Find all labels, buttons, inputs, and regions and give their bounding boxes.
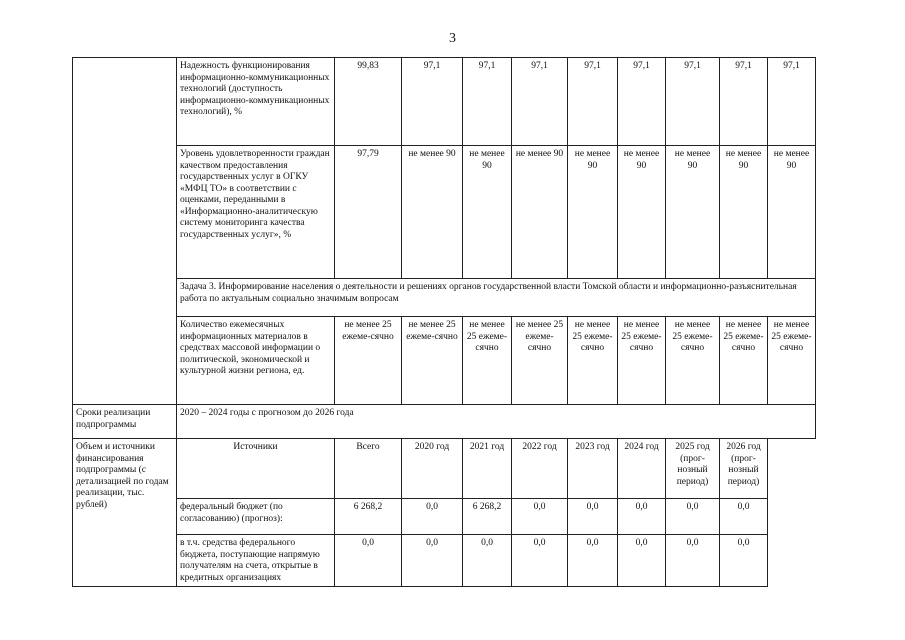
indicator-name: Уровень удовлетворенности граждан качеством предоставления государственных услуг в ОГКУ «МФЦ ТО» в соответствии с оценками, переданными в «Информационно-аналитическую систему мониторинга качества государственных услуг», %	[177, 146, 335, 279]
indicator-value: 97,1	[402, 58, 463, 146]
indicator-value: не менее 25 ежеме-сячно	[402, 317, 463, 405]
indicator-value: не менее 90	[568, 146, 618, 279]
indicator-value: не менее 90	[463, 146, 512, 279]
indicator-value: не менее 25 ежеме-сячно	[463, 317, 512, 405]
table-row	[73, 58, 816, 146]
table-row	[73, 499, 816, 535]
indicator-value: 97,1	[666, 58, 720, 146]
indicator-value: не менее 25 ежеме-сячно	[568, 317, 618, 405]
indicator-value: 97,1	[512, 58, 568, 146]
terms-value: 2020 – 2024 годы с прогнозом до 2026 года	[177, 405, 816, 439]
table-row	[73, 317, 816, 405]
indicator-value: не менее 25 ежеме-сячно	[768, 317, 816, 405]
funding-value: 0,0	[463, 535, 512, 587]
terms-label: Сроки реализации подпрограммы	[73, 405, 177, 439]
funding-value: 0,0	[402, 499, 463, 535]
indicator-name: Количество ежемесячных информационных материалов в средствах массовой информации о политической, экономической и культурной жизни региона, ед.	[177, 317, 335, 405]
funding-value: 0,0	[512, 499, 568, 535]
funding-value: 0,0	[720, 535, 768, 587]
table-row	[73, 405, 816, 439]
left-label-cell-empty	[73, 58, 177, 405]
indicator-value: 97,79	[335, 146, 402, 279]
indicator-value: не менее 90	[720, 146, 768, 279]
funding-value: 6 268,2	[335, 499, 402, 535]
funding-header-sources: Источники	[177, 439, 335, 499]
funding-header-year: 2020 год	[402, 439, 463, 499]
table-row	[73, 146, 816, 279]
funding-value: 0,0	[666, 499, 720, 535]
indicator-value: 97,1	[768, 58, 816, 146]
task-3-description: Задача 3. Информирование населения о деятельности и решениях органов государственной власти Томской области и информационно-разъяснительная работа по актуальным социально значимым вопросам	[177, 279, 816, 317]
indicator-value: 97,1	[568, 58, 618, 146]
indicator-value: не менее 25 ежеме-сячно	[666, 317, 720, 405]
indicator-value: не менее 25 ежеме-сячно	[512, 317, 568, 405]
table-row	[73, 279, 816, 317]
funding-value: 0,0	[335, 535, 402, 587]
indicator-value: не менее 90	[666, 146, 720, 279]
subprogram-passport-table	[72, 57, 816, 587]
page-number: 3	[449, 31, 456, 46]
funding-value: 0,0	[720, 499, 768, 535]
table-row	[73, 535, 816, 587]
indicator-value: 97,1	[463, 58, 512, 146]
funding-source: в т.ч. средства федерального бюджета, поступающие напрямую получателям на счета, открытые в кредитных организациях	[177, 535, 335, 587]
indicator-value: не менее 25 ежеме-сячно	[618, 317, 666, 405]
funding-header-year: 2025 год (прог-нозный период)	[666, 439, 720, 499]
funding-value: 0,0	[512, 535, 568, 587]
table-row	[73, 439, 816, 499]
funding-header-total: Всего	[335, 439, 402, 499]
funding-value: 0,0	[402, 535, 463, 587]
funding-value: 0,0	[666, 535, 720, 587]
indicator-value: 97,1	[618, 58, 666, 146]
funding-value: 6 268,2	[463, 499, 512, 535]
funding-value: 0,0	[618, 535, 666, 587]
indicator-value: не менее 90	[618, 146, 666, 279]
funding-value: 0,0	[568, 535, 618, 587]
indicator-value: 99,83	[335, 58, 402, 146]
indicator-value: не менее 90	[402, 146, 463, 279]
indicator-value: не менее 25 ежеме-сячно	[335, 317, 402, 405]
indicator-value: не менее 25 ежеме-сячно	[720, 317, 768, 405]
funding-header-year: 2023 год	[568, 439, 618, 499]
indicator-value: не менее 90	[512, 146, 568, 279]
indicator-name: Надежность функционирования информационно-коммуникационных технологий (доступность информационно-коммуникационных технологий), %	[177, 58, 335, 146]
funding-source: федеральный бюджет (по согласованию) (прогноз):	[177, 499, 335, 535]
indicator-value: не менее 90	[768, 146, 816, 279]
funding-value: 0,0	[618, 499, 666, 535]
funding-header-year: 2022 год	[512, 439, 568, 499]
funding-header-year: 2021 год	[463, 439, 512, 499]
funding-header-year: 2026 год (прог-нозный период)	[720, 439, 768, 499]
indicator-value: 97,1	[720, 58, 768, 146]
funding-header-year: 2024 год	[618, 439, 666, 499]
funding-label: Объем и источники финансирования подпрограммы (с детализацией по годам реализации, тыс. рублей)	[73, 439, 177, 587]
funding-value: 0,0	[568, 499, 618, 535]
